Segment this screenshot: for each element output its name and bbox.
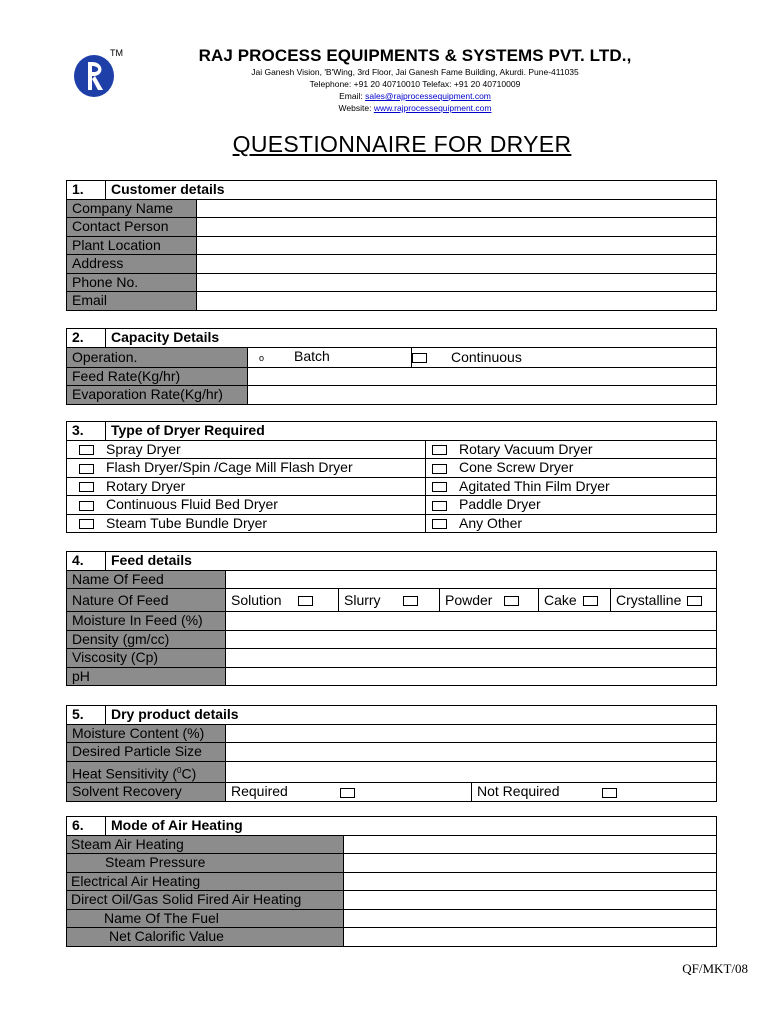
field-label: Plant Location <box>67 236 197 255</box>
dry-product-table <box>66 705 717 802</box>
document-code: QF/MKT/08 <box>682 961 748 976</box>
capacity-details-table <box>66 328 717 405</box>
dryer-option[interactable] <box>426 440 717 459</box>
moisture-content-input[interactable] <box>226 724 717 743</box>
nature-solution-option[interactable] <box>226 589 339 612</box>
nature-crystalline-option[interactable] <box>611 589 717 612</box>
section-number: 6. <box>67 817 106 836</box>
dryer-label: Steam Tube Bundle Dryer <box>106 514 268 531</box>
field-label: Nature Of Feed <box>67 589 226 612</box>
moisture-feed-input[interactable] <box>226 612 717 631</box>
evaporation-rate-input[interactable] <box>248 386 717 405</box>
radio-icon: o <box>259 352 265 363</box>
section-title: Feed details <box>106 552 717 571</box>
section-number: 5. <box>67 706 106 725</box>
nature-label: Powder <box>445 591 493 608</box>
checkbox-icon[interactable] <box>583 596 598 606</box>
feed-rate-input[interactable] <box>248 367 717 386</box>
field-label: Steam Pressure <box>67 854 344 873</box>
checkbox-icon[interactable] <box>602 788 617 798</box>
checkbox-icon[interactable] <box>432 501 447 511</box>
field-label: Evaporation Rate(Kg/hr) <box>67 386 248 405</box>
nature-label: Slurry <box>344 591 381 608</box>
field-label: Viscosity (Cp) <box>67 649 226 668</box>
plant-location-input[interactable] <box>197 236 717 255</box>
field-label: Address <box>67 255 197 274</box>
checkbox-icon[interactable] <box>432 519 447 529</box>
dryer-label: Continuous Fluid Bed Dryer <box>106 496 278 513</box>
not-required-label: Not Required <box>477 783 560 800</box>
field-label: Name Of Feed <box>67 570 226 589</box>
nature-label: Solution <box>231 591 282 608</box>
direct-oil-input[interactable] <box>344 891 717 910</box>
page-title: QUESTIONNAIRE FOR DRYER <box>232 131 572 157</box>
field-label: Net Calorific Value <box>67 928 344 947</box>
field-label: Name Of The Fuel <box>67 909 344 928</box>
dryer-option[interactable] <box>67 440 426 459</box>
nature-label: Cake <box>544 591 577 608</box>
section-title: Dry product details <box>106 706 717 725</box>
nature-label: Crystalline <box>616 591 682 608</box>
company-email-line <box>160 90 670 102</box>
field-label: Density (gm/cc) <box>67 630 226 649</box>
phone-input[interactable] <box>197 273 717 292</box>
continuous-label: Continuous <box>451 348 522 365</box>
section-title: Customer details <box>106 181 717 200</box>
checkbox-icon[interactable] <box>79 519 94 529</box>
dryer-label: Spray Dryer <box>106 440 181 457</box>
checkbox-icon[interactable] <box>340 788 355 798</box>
particle-size-input[interactable] <box>226 743 717 762</box>
checkbox-icon[interactable] <box>403 596 418 606</box>
checkbox-icon[interactable] <box>432 482 447 492</box>
company-name: RAJ PROCESS EQUIPMENTS & SYSTEMS PVT. LTD., <box>198 46 632 65</box>
solvent-required-option[interactable] <box>226 783 472 802</box>
trademark-mark: TM <box>110 48 123 58</box>
field-label: Operation. <box>67 347 248 367</box>
checkbox-icon[interactable] <box>687 596 702 606</box>
field-label: Email <box>67 292 197 311</box>
field-label: Feed Rate(Kg/hr) <box>67 367 248 386</box>
contact-person-input[interactable] <box>197 218 717 237</box>
section-title: Type of Dryer Required <box>106 422 717 441</box>
checkbox-icon[interactable] <box>79 464 94 474</box>
checkbox-icon[interactable] <box>432 445 447 455</box>
field-label: Solvent Recovery <box>67 783 226 802</box>
batch-label: Batch <box>294 347 330 364</box>
field-label: Direct Oil/Gas Solid Fired Air Heating <box>67 891 344 910</box>
heat-label-suffix: C) <box>181 765 197 782</box>
address-input[interactable] <box>197 255 717 274</box>
checkbox-icon[interactable] <box>79 501 94 511</box>
checkbox-icon[interactable] <box>504 596 519 606</box>
density-input[interactable] <box>226 630 717 649</box>
calorific-value-input[interactable] <box>344 928 717 947</box>
continuous-option[interactable] <box>412 347 717 367</box>
section-title: Capacity Details <box>106 329 717 348</box>
email-label: Email: <box>339 91 363 101</box>
electrical-input[interactable] <box>344 872 717 891</box>
checkbox-icon[interactable] <box>432 464 447 474</box>
dryer-label: Cone Screw Dryer <box>459 459 574 476</box>
company-address: Jai Ganesh Vision, 'B'Wing, 3rd Floor, Jai Ganesh Fame Building, Akurdi. Pune-411035 <box>251 67 579 77</box>
ph-input[interactable] <box>226 667 717 686</box>
dryer-label: Rotary Dryer <box>106 477 186 494</box>
dryer-option[interactable] <box>67 477 426 496</box>
field-label: Electrical Air Heating <box>67 872 344 891</box>
dryer-label: Any Other <box>459 514 523 531</box>
solvent-not-required-option[interactable] <box>472 783 717 802</box>
field-label: Moisture In Feed (%) <box>67 612 226 631</box>
field-label <box>67 761 226 783</box>
dryer-label: Rotary Vacuum Dryer <box>459 440 593 457</box>
dryer-type-table <box>66 421 717 533</box>
dryer-option[interactable] <box>67 496 426 515</box>
dryer-label: Paddle Dryer <box>459 496 541 513</box>
checkbox-icon[interactable] <box>412 353 427 363</box>
section-number: 1. <box>67 181 106 200</box>
company-header <box>160 46 670 114</box>
website-label: Website: <box>338 103 372 113</box>
steam-air-input[interactable] <box>344 835 717 854</box>
section-title: Mode of Air Heating <box>106 817 717 836</box>
field-label: Desired Particle Size <box>67 743 226 762</box>
batch-option[interactable] <box>248 347 412 367</box>
company-website-line <box>160 102 670 114</box>
nature-powder-option[interactable] <box>440 589 539 612</box>
checkbox-icon[interactable] <box>79 445 94 455</box>
section-number: 3. <box>67 422 106 441</box>
section-number: 2. <box>67 329 106 348</box>
heat-label-prefix: Heat Sensitivity ( <box>72 765 178 782</box>
email-input[interactable] <box>197 292 717 311</box>
feed-details-table <box>66 551 717 686</box>
field-label: Moisture Content (%) <box>67 724 226 743</box>
company-logo <box>73 54 115 98</box>
customer-details-table <box>66 180 717 311</box>
dryer-option[interactable] <box>67 459 426 478</box>
website-link[interactable]: www.rajprocessequipment.com <box>373 103 492 113</box>
dryer-option[interactable] <box>67 514 426 533</box>
dryer-option[interactable] <box>426 514 717 533</box>
checkbox-icon[interactable] <box>79 482 94 492</box>
dryer-option[interactable] <box>426 496 717 515</box>
field-label: Steam Air Heating <box>67 835 344 854</box>
fuel-name-input[interactable] <box>344 909 717 928</box>
field-label: Company Name <box>67 199 197 218</box>
checkbox-icon[interactable] <box>298 596 313 606</box>
dryer-option[interactable] <box>426 477 717 496</box>
name-of-feed-input[interactable] <box>226 570 717 589</box>
required-label: Required <box>231 783 288 800</box>
field-label: Phone No. <box>67 273 197 292</box>
company-phone: Telephone: +91 20 40710010 Telefax: +91 20 40710009 <box>309 79 521 89</box>
field-label: Contact Person <box>67 218 197 237</box>
section-number: 4. <box>67 552 106 571</box>
dryer-label: Agitated Thin Film Dryer <box>459 477 610 494</box>
nature-slurry-option[interactable] <box>339 589 440 612</box>
viscosity-input[interactable] <box>226 649 717 668</box>
degree-superscript: 0 <box>177 765 182 775</box>
dryer-option[interactable] <box>426 459 717 478</box>
field-label: pH <box>67 667 226 686</box>
nature-cake-option[interactable] <box>539 589 611 612</box>
heat-sensitivity-input[interactable] <box>226 761 717 783</box>
steam-pressure-input[interactable] <box>344 854 717 873</box>
company-name-input[interactable] <box>197 199 717 218</box>
email-link[interactable]: sales@rajprocessequipment.com <box>365 91 491 101</box>
air-heating-table <box>66 816 717 947</box>
dryer-label: Flash Dryer/Spin /Cage Mill Flash Dryer <box>106 459 353 476</box>
